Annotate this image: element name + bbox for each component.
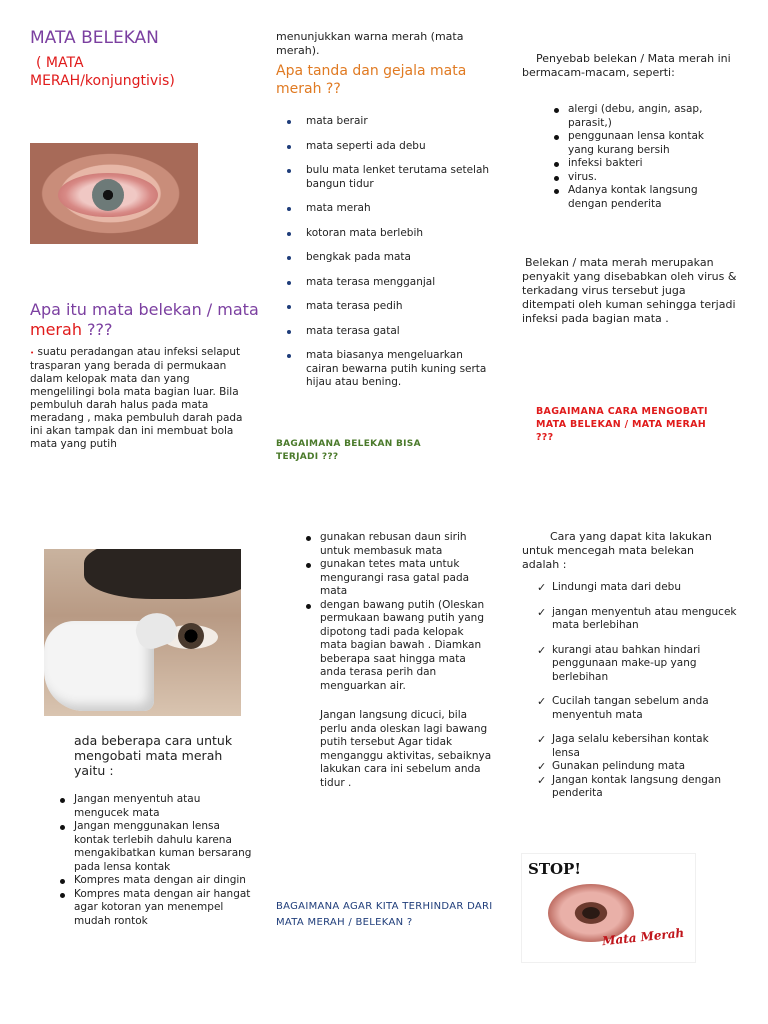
list-item: ✓ Jaga selalu kebersihan kontak lensa <box>537 733 737 760</box>
list-item: ✓ Gunakan pelindung mata <box>537 760 737 774</box>
list-item: Adanya kontak langsung dengan penderita <box>550 184 730 211</box>
list-item: Jangan menyentuh atau mengucek mata <box>56 793 256 820</box>
list-item: ✓ Jangan kontak langsung dengan penderita <box>537 774 737 801</box>
what-is-heading <box>30 300 260 340</box>
list-item: mata terasa pedih <box>276 300 491 314</box>
how-it-happens-heading: BAGAIMANA BELEKAN BISA TERJADI ??? <box>276 439 421 462</box>
disease-text: Belekan / mata merah merupakan penyakit yang disebabkan oleh virus & terkadang virus tersebut juga ditempati oleh kuman sehingga terjadi infeksi pada bagian mata . <box>522 256 737 325</box>
list-item: mata terasa mengganjal <box>276 276 491 290</box>
remedies-list <box>302 531 492 693</box>
list-item: mata terasa gatal <box>276 325 491 339</box>
list-item: Kompres mata dengan air dingin <box>56 874 256 888</box>
list-item: gunakan tetes mata untuk mengurangi rasa gatal pada mata <box>302 558 492 599</box>
avoid-heading: BAGAIMANA AGAR KITA TERHINDAR DARI MATA MERAH / BELEKAN ? <box>276 901 493 928</box>
symptoms-list <box>276 115 491 401</box>
list-item: ✓ Cucilah tangan sebelum anda menyentuh mata <box>537 695 737 722</box>
list-item: Kompres mata dengan air hangat agar kotoran yan menempel mudah rontok <box>56 888 256 929</box>
prevent-list <box>537 581 737 812</box>
causes-intro: Penyebab belekan / Mata merah ini bermacam-macam, seperti: <box>522 52 731 79</box>
cure-list <box>56 793 256 928</box>
symptoms-heading: Apa tanda dan gejala mata merah ?? <box>276 63 467 97</box>
list-item: alergi (debu, angin, asap, parasit,) <box>550 103 730 130</box>
remedy-note: Jangan langsung dicuci, bila perlu anda oleskan lagi bawang putih tersebut Agar tidak menganggu aktivitas, sebaiknya lakukan cara ini sebelum anda tidur . <box>320 709 492 789</box>
list-item: infeksi bakteri <box>550 157 730 171</box>
list-item: bulu mata lenket terutama setelah bangun tidur <box>276 164 491 191</box>
list-item: penggunaan lensa kontak yang kurang bersih <box>550 130 730 157</box>
treat-heading: BAGAIMANA CARA MENGOBATI MATA BELEKAN / MATA MERAH ??? <box>536 406 708 443</box>
list-item: mata berair <box>276 115 491 129</box>
brochure-title: MATA BELEKAN <box>30 28 159 48</box>
list-item: ✓ jangan menyentuh atau mengucek mata berlebihan <box>537 606 737 633</box>
what-is-body: suatu peradangan atau infeksi selaput trasparan yang berada di permukaan dalam kelopak mata dan yang mengelilingi bola mata bagian luar. Bila pembuluh darah halus pada mata meradang , maka pembuluh darah pada ini akan tampak dan ini membuat bola mata yang putih <box>30 346 243 450</box>
what-is-text: • suatu peradangan atau infeksi selaput trasparan yang berada di permukaan dalam kelopak mata dan yang mengelilingi bola mata bagian luar. Bila pembuluh darah halus pada mata meradang , maka pembuluh darah pada ini akan tampak dan ini membuat bola mata yang putih <box>30 346 243 450</box>
list-item: dengan bawang putih (Oleskan permukaan bawang putih yang dipotong tadi pada kelopak mata bagian bawah . Diamkan beberapa saat hingga mata anda terasa perih dan menguarkan air. <box>302 599 492 694</box>
list-item: mata biasanya mengeluarkan cairan bewarna putih kuning serta hijau atau bening. <box>276 349 491 390</box>
stop-caption: Mata Merah <box>601 925 685 949</box>
list-item: ✓ kurangi atau bahkan hindari penggunaan make-up yang berlebihan <box>537 644 737 685</box>
list-item: mata seperti ada debu <box>276 140 491 154</box>
list-item: bengkak pada mata <box>276 251 491 265</box>
causes-list <box>550 103 730 211</box>
red-eye-photo <box>30 143 198 244</box>
list-item: kotoran mata berlebih <box>276 227 491 241</box>
eye-drop-photo <box>44 549 241 716</box>
stop-label: STOP! <box>528 860 581 878</box>
cure-intro: ada beberapa cara untuk mengobati mata merah yaitu : <box>74 733 233 778</box>
continued-text: menunjukkan warna merah (mata merah). <box>276 30 464 57</box>
list-item: ✓ Lindungi mata dari debu <box>537 581 737 595</box>
list-item: Jangan menggunakan lensa kontak terlebih dahulu karena mengakibatkan kuman bersarang pada lensa kontak <box>56 820 256 874</box>
what-is-heading-red: merah <box>30 320 82 339</box>
list-item: mata merah <box>276 202 491 216</box>
what-is-heading-suffix: ??? <box>81 320 113 339</box>
prevent-intro: Cara yang dapat kita lakukan untuk mencegah mata belekan adalah : <box>522 530 712 571</box>
what-is-heading-prefix: Apa itu mata belekan / mata <box>30 300 259 319</box>
list-item: gunakan rebusan daun sirih untuk membasuk mata <box>302 531 492 558</box>
list-item: virus. <box>550 171 730 185</box>
brochure-subtitle: ( MATA MERAH/konjungtivis) <box>30 55 175 89</box>
stop-red-eye-image <box>521 853 696 963</box>
